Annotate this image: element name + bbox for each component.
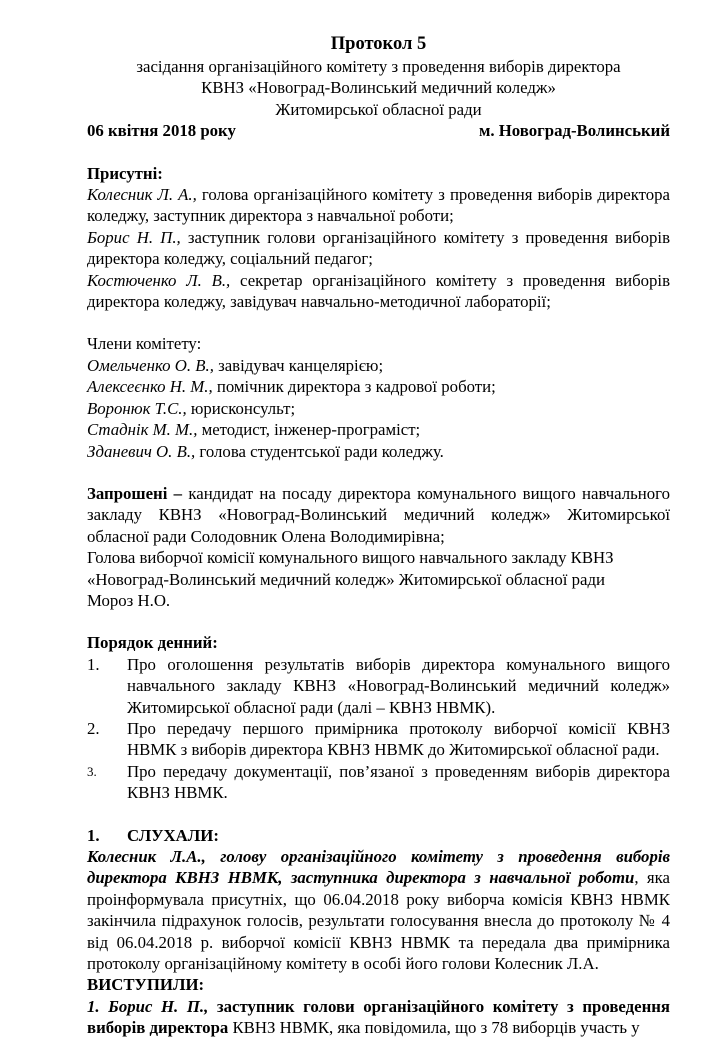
agenda-number: 3. xyxy=(87,763,97,779)
spoke-text: КВНЗ НВМК, яка повідомила, що з 78 виборців участь у xyxy=(228,1018,640,1038)
member-entry xyxy=(87,441,670,462)
invited-paragraph-2: Голова виборчої комісії комунального вищого навчального закладу КВНЗ «Новоград-Волинський медичний коледж» Житомирської обласної ради xyxy=(87,548,614,589)
date-place-line xyxy=(87,120,670,141)
person-name: Омельченко О. В., xyxy=(87,355,214,375)
member-entry xyxy=(87,398,670,419)
person-role: помічник директора з кадрової роботи; xyxy=(212,377,496,397)
heard-speaker: Колесник Л.А., голову організаційного комітету з проведення виборів директора КВНЗ НВМК, заступника директора з навчальної роботи xyxy=(87,847,670,888)
person-role: голова організаційного комітету з проведення виборів директора коледжу, заступник директора з навчальної роботи; xyxy=(87,185,670,226)
person-role: секретар організаційного комітету з проведення виборів директора коледжу, завідувач навчально-методичної лабораторії; xyxy=(87,270,671,312)
present-entry xyxy=(87,184,670,227)
person-role: завідувач канцелярією; xyxy=(213,355,384,375)
agenda-item xyxy=(87,654,670,718)
meeting-date: 06 квітня 2018 року xyxy=(87,121,236,141)
heard-paragraph xyxy=(87,846,670,974)
person-name: Воронюк Т.С., xyxy=(87,398,187,418)
section-number: 1. xyxy=(87,825,100,845)
member-entry xyxy=(87,419,670,440)
subtitle-line-3: Житомирської обласної ради xyxy=(275,99,482,119)
person-name: Стаднік М. М., xyxy=(87,420,198,440)
agenda-number: 2. xyxy=(87,718,100,738)
member-entry xyxy=(87,376,670,397)
person-name: Колесник Л. А., xyxy=(87,185,197,205)
agenda-text: Про оголошення результатів виборів директора комунального вищого навчального закладу КВНЗ «Новоград-Волинський медичний коледж» Житомирської обласної ради (далі – КВНЗ НВМК). xyxy=(127,654,670,717)
person-role: голова студентської ради коледжу. xyxy=(195,441,444,461)
agenda-heading: Порядок денний: xyxy=(87,633,218,653)
person-role: юрисконсульт; xyxy=(186,398,296,418)
spoke-speaker: 1. Борис Н. П., xyxy=(87,996,209,1016)
present-entry xyxy=(87,270,670,313)
person-role: заступник голови організаційного комітету з проведення виборів директора коледжу, соціальний педагог; xyxy=(87,227,670,269)
spoke-role: заступник голови організаційного комітету з проведення виборів директора xyxy=(87,996,671,1038)
person-name: Алексеєнко Н. М., xyxy=(87,377,213,397)
members-heading: Члени комітету: xyxy=(87,334,202,354)
meeting-place: м. Новоград-Волинський xyxy=(478,121,670,141)
agenda-number: 1. xyxy=(87,654,100,674)
present-entry xyxy=(87,227,670,270)
document-title: Протокол 5 xyxy=(330,34,427,54)
person-name: Борис Н. П., xyxy=(87,227,181,247)
agenda-item xyxy=(87,761,670,804)
heard-label: СЛУХАЛИ: xyxy=(127,825,219,845)
person-name: Зданевич О. В., xyxy=(87,441,196,461)
invited-paragraph-3: Мороз Н.О. xyxy=(87,590,171,610)
subtitle-line-1: засідання організаційного комітету з проведення виборів директора xyxy=(136,57,621,76)
agenda-item xyxy=(87,718,670,761)
spoke-heading: ВИСТУПИЛИ: xyxy=(87,975,205,995)
present-heading: Присутні: xyxy=(87,163,163,183)
document-body xyxy=(87,30,670,1039)
invited-paragraph xyxy=(87,483,670,547)
spoke-paragraph xyxy=(87,996,670,1039)
member-entry xyxy=(87,355,670,376)
person-role: методист, інженер-програміст; xyxy=(197,420,421,440)
person-name: Костюченко Л. В., xyxy=(87,270,231,290)
heard-text: , яка проінформувала присутніх, що 06.04.2018 року виборча комісія КВНЗ НВМК закінчила підрахунок голосів, результати голосування внесла до протоколу № 4 від 06.04.2018 р. виборчої комісії КВНЗ НВМК та передала два примірника протоколу організаційному комітету в особі його голови Колесник Л.А. xyxy=(87,868,670,974)
invited-label: Запрошені – xyxy=(87,483,183,503)
invited-text: кандидат на посаду директора комунального вищого навчального закладу КВНЗ «Новоград-Волинський медичний коледж» Житомирської обласної ради Солодовник Олена Володимирівна; xyxy=(87,483,671,546)
heard-heading xyxy=(87,825,670,846)
agenda-text: Про передачу першого примірника протоколу виборчої комісії КВНЗ НВМК з виборів директора КВНЗ НВМК до Житомирської обласної ради. xyxy=(127,718,670,760)
subtitle-line-2: КВНЗ «Новоград-Волинський медичний коледж» xyxy=(201,78,556,98)
agenda-text: Про передачу документації, пов’язаної з проведенням виборів директора КВНЗ НВМК. xyxy=(127,761,670,803)
